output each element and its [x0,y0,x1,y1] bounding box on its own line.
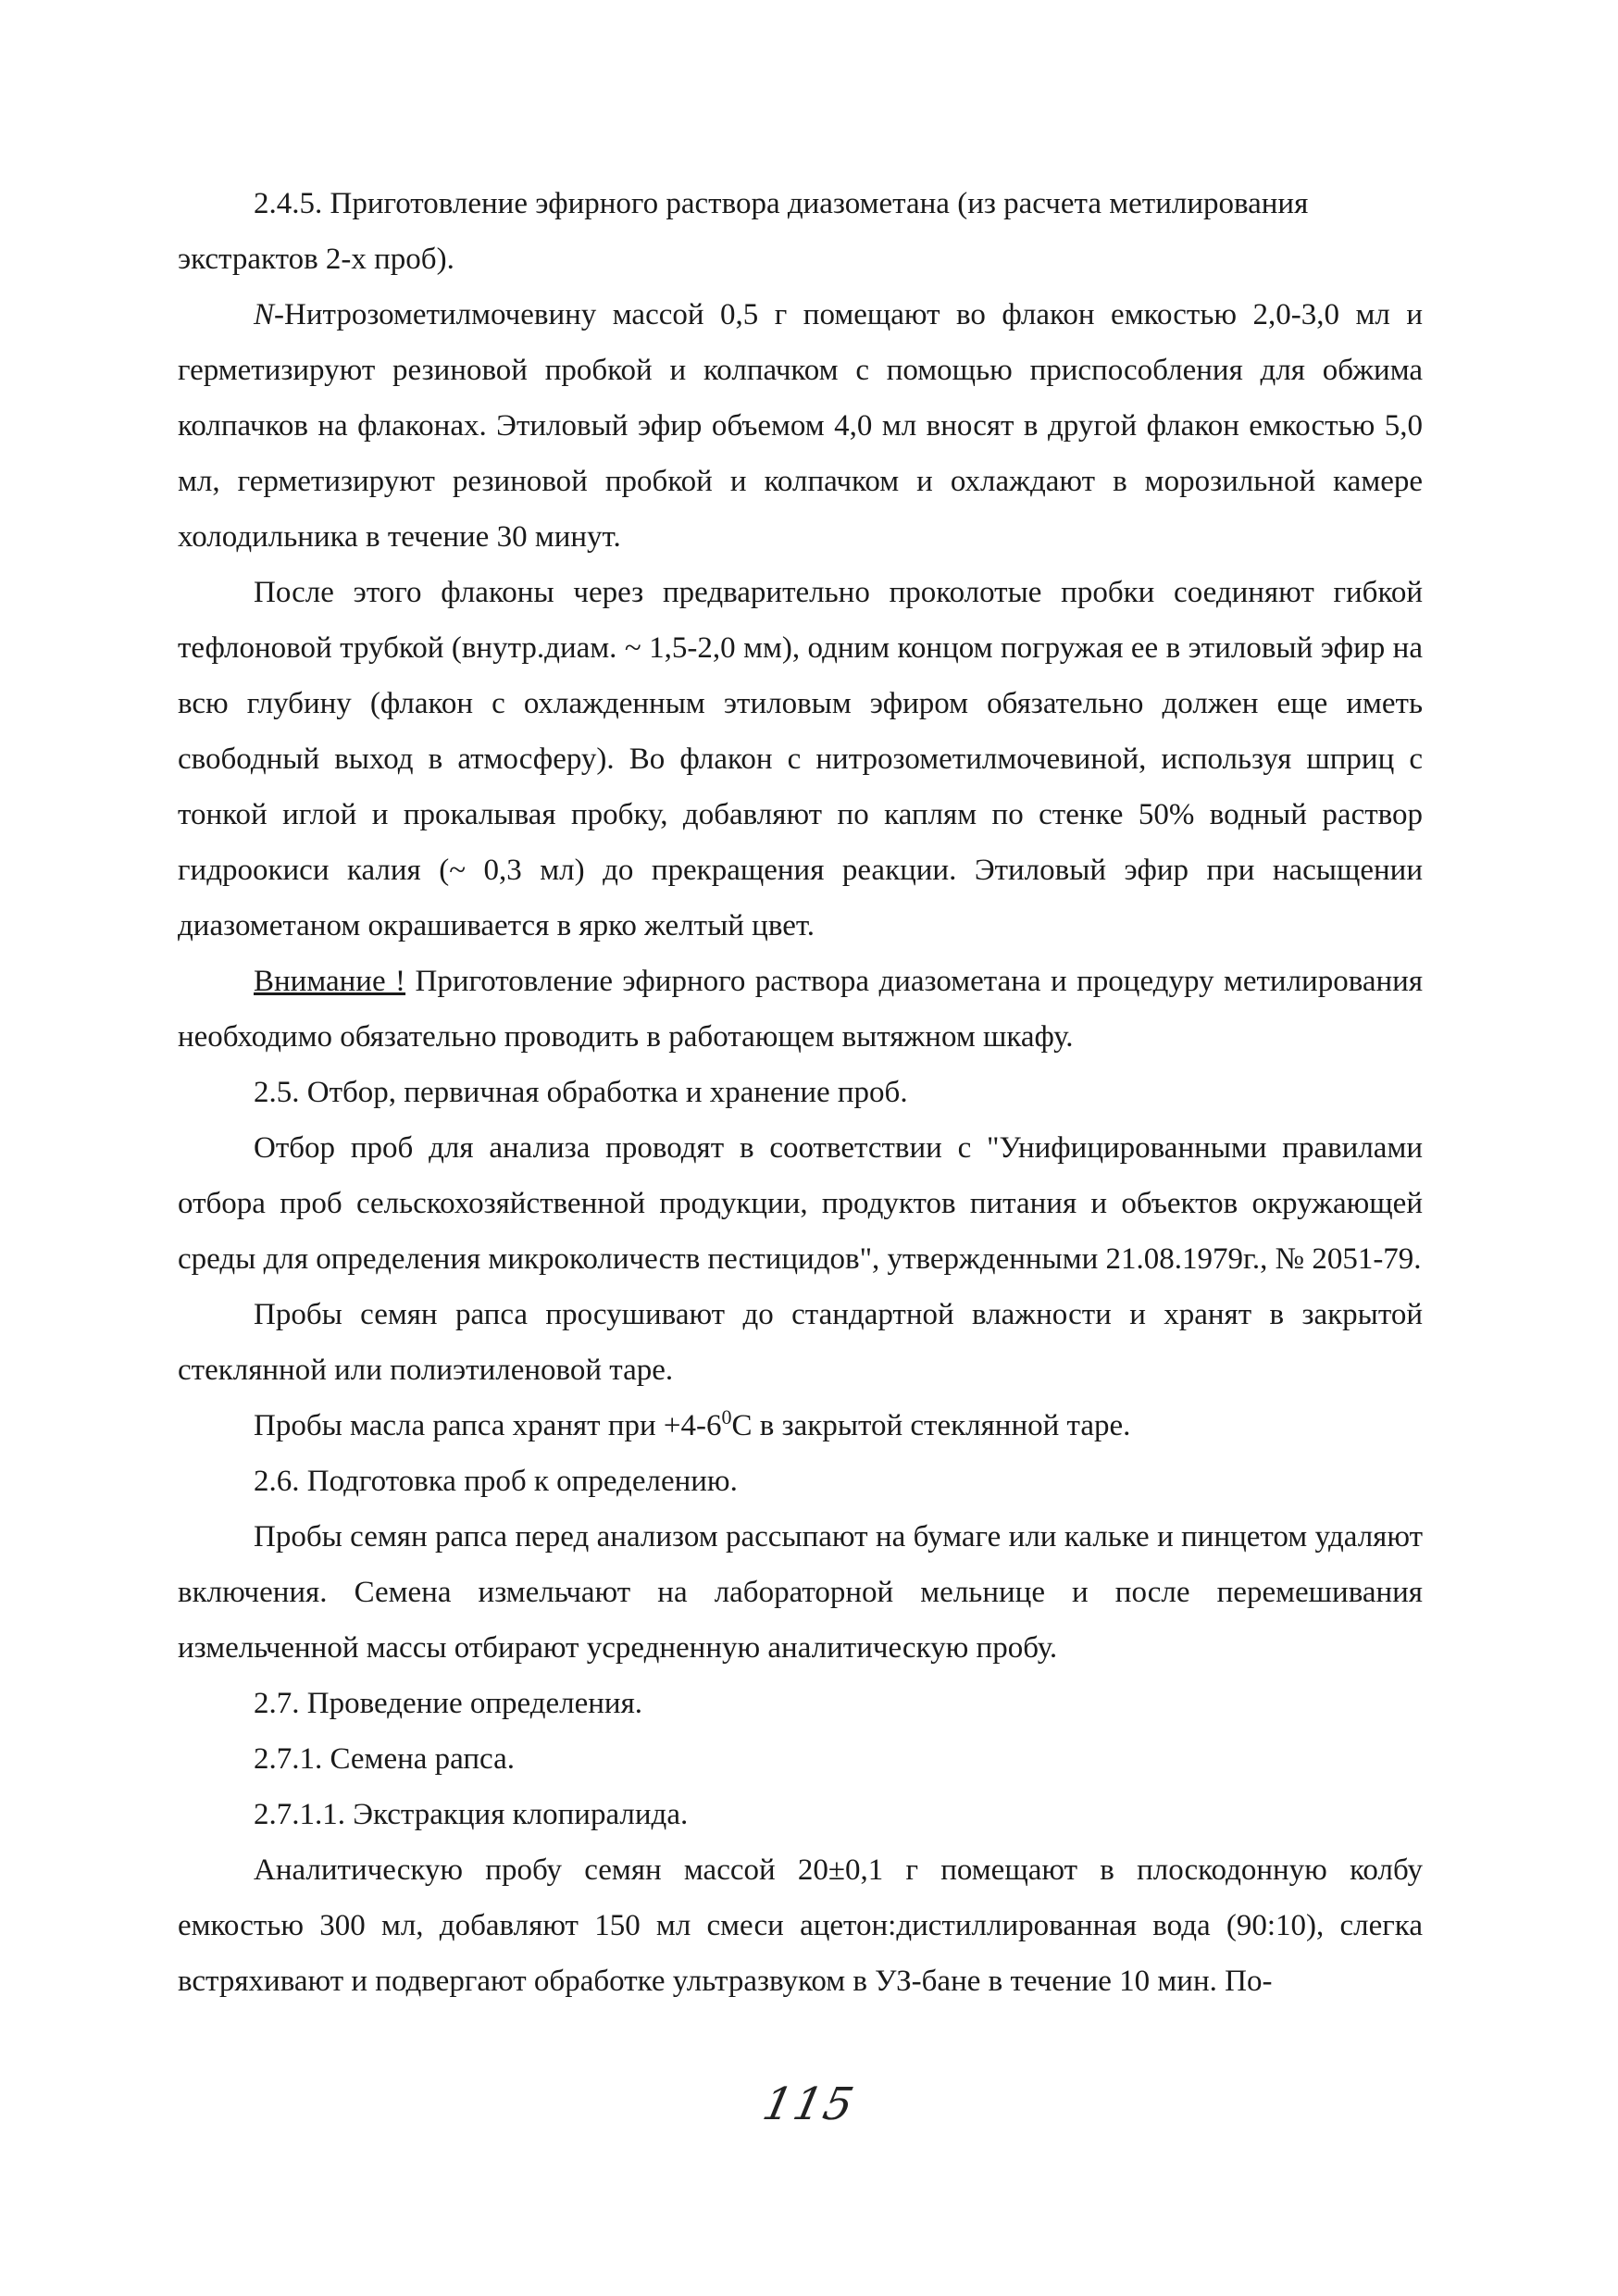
paragraph-extraction: Аналитическую пробу семян массой 20±0,1 г помещают в плоскодонную колбу емкостью 300 мл, добавляют 150 мл смеси ацетон:дистиллированная вода (90:10), слегка встряхивают и подвергают обработке ультразвуком в УЗ-бане в течение 10 мин. По- [178,1853,1423,1998]
section-2-7-1-heading: 2.7.1. Семена рапса. [254,1742,515,1776]
section-2-6-heading: 2.6. Подготовка проб к определению. [254,1465,738,1498]
section-2-7-heading: 2.7. Проведение определения. [254,1687,643,1720]
oil-storage-text-start: Пробы масла рапса хранят при +4-6 [254,1409,722,1442]
paragraph-seed-storage: Пробы семян рапса просушивают до стандартной влажности и хранят в закрытой стеклянной или полиэтиленовой таре. [178,1298,1423,1387]
section-2-4-5-heading: 2.4.5. Приготовление эфирного раствора диазометана (из расчета метилирования экстрактов 2-х проб). [178,187,1309,276]
section-2-7-1-1-heading: 2.7.1.1. Экстракция клопиралида. [254,1798,689,1831]
document-body [178,176,1423,2009]
paragraph-warning [178,954,1423,1065]
paragraph-sampling-rules: Отбор проб для анализа проводят в соответствии с "Унифицированными правилами отбора проб сельскохозяйственной продукции, продуктов питания и объектов окружающей среды для определения микроколичеств пестицидов", утвержденными 21.08.1979г., № 2051-79. [178,1131,1423,1276]
paragraph-nitrosomethylurea [178,287,1423,565]
paragraph-sample-preparation: Пробы семян рапса перед анализом рассыпают на бумаге или кальке и пинцетом удаляют включения. Семена измельчают на лабораторной мельнице и после перемешивания измельченной массы отбирают усредненную аналитическую пробу. [178,1520,1423,1665]
page-number: 115 [758,2078,860,2130]
paragraph-nitrosomethylurea-text: -Нитрозометилмочевину массой 0,5 г помещают во флакон емкостью 2,0-3,0 мл и герметизируют резиновой пробкой и колпачком с помощью приспособления для обжима колпачков на флаконах. Этиловый эфир объемом 4,0 мл вносят в другой флакон емкостью 5,0 мл, герметизируют резиновой пробкой и колпачком и охлаждают в морозильной камере холодильника в течение 30 минут. [178,298,1423,554]
warning-label: Внимание ! [254,965,406,998]
italic-n-prefix: N [254,298,275,331]
degree-superscript: 0 [721,1405,732,1429]
oil-storage-text-end: С в закрытой стеклянной таре. [731,1409,1131,1442]
warning-text: Приготовление эфирного раствора диазометана и процедуру метилирования необходимо обязательно проводить в работающем вытяжном шкафу. [178,965,1423,1054]
paragraph-after-this: После этого флаконы через предварительно проколотые пробки соединяют гибкой тефлоновой трубкой (внутр.диам. ~ 1,5-2,0 мм), одним концом погружая ее в этиловый эфир на всю глубину (флакон с охлажденным этиловым эфиром обязательно должен еще иметь свободный выход в атмосферу). Во флакон с нитрозометилмочевиной, используя шприц с тонкой иглой и прокалывая пробку, добавляют по каплям по стенке 50% водный раствор гидроокиси калия (~ 0,3 мл) до прекращения реакции. Этиловый эфир при насыщении диазометаном окрашивается в ярко желтый цвет. [178,576,1423,942]
section-2-5-heading: 2.5. Отбор, первичная обработка и хранение проб. [254,1076,908,1109]
paragraph-oil-storage [178,1398,1423,1454]
